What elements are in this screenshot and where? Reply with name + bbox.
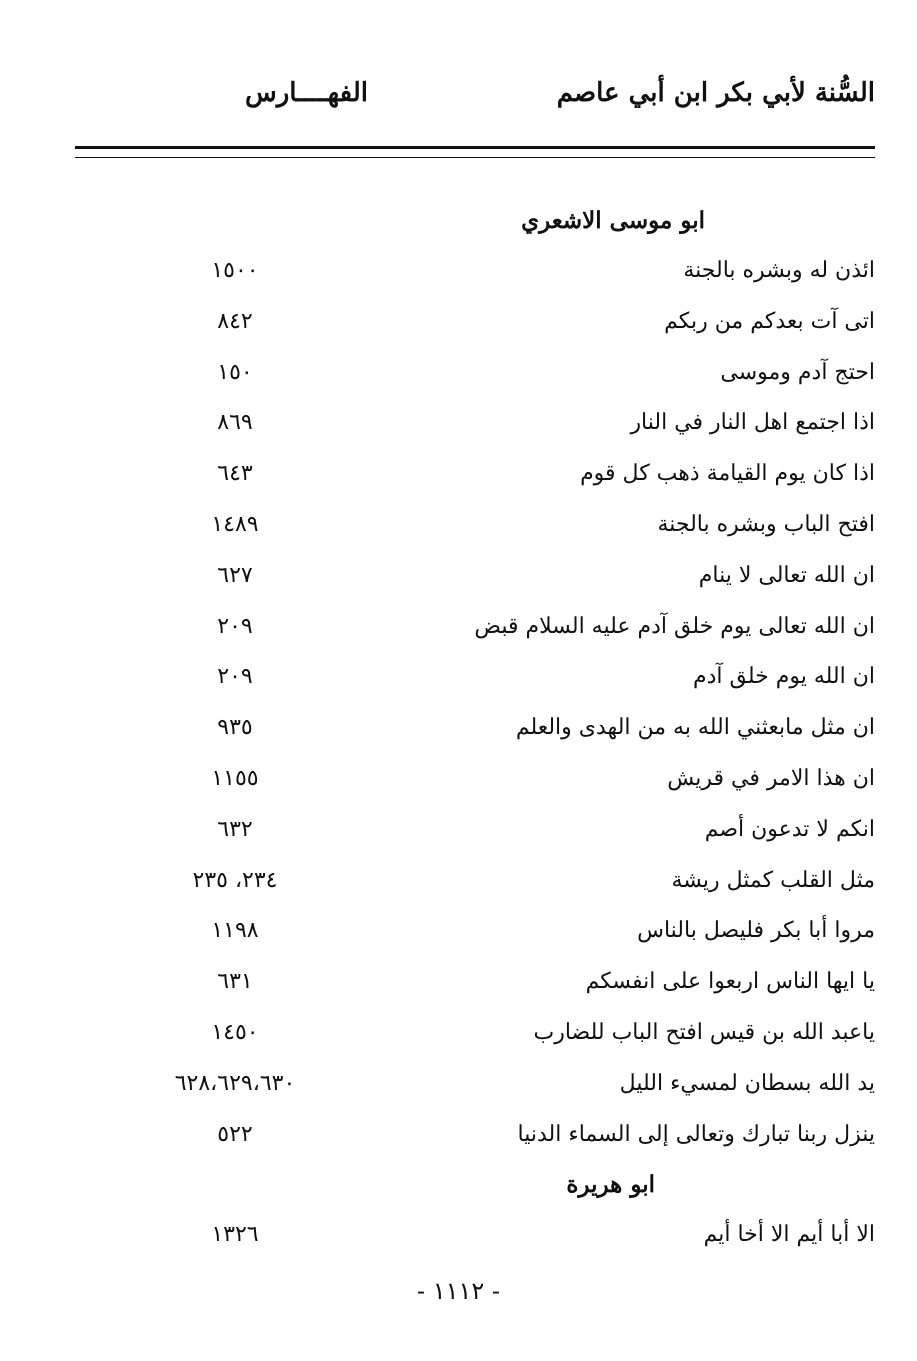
index-entry: [120, 957, 875, 1008]
entry-text: ان هذا الامر في قريش: [667, 765, 875, 791]
entry-text: افتح الباب وبشره بالجنة: [657, 511, 875, 537]
entry-pages: ١٥٠٠: [211, 258, 259, 283]
page-number: - ١١١٢ -: [416, 1277, 501, 1305]
index-entry: [120, 652, 875, 703]
entry-text: ان مثل مابعثني الله به من الهدى والعلم: [515, 715, 875, 741]
header-rule-thick: [75, 146, 875, 149]
index-entry: [120, 703, 875, 754]
index-entries: [120, 196, 875, 1261]
section-title: الفهــــارس: [245, 78, 368, 108]
entry-text: احتج آدم وموسى: [720, 359, 875, 385]
index-entry: [120, 246, 875, 297]
index-entry: [120, 297, 875, 348]
entry-text: ان الله تعالى لا ينام: [698, 562, 875, 588]
entry-pages: ٨٤٢: [217, 308, 253, 334]
entry-pages: ١٤٥٠: [211, 1019, 259, 1045]
entry-pages: ٢٣٤، ٢٣٥: [192, 867, 278, 893]
entry-text: ياعبد الله بن قيس افتح الباب للضارب: [533, 1019, 875, 1045]
entry-pages: ٦٣٢: [217, 816, 253, 842]
entry-pages: ١٣٢٦: [211, 1222, 259, 1248]
running-header: [75, 78, 875, 118]
entry-pages: ٨٦٩: [217, 410, 253, 436]
entry-text: اتى آت بعدكم من ربكم: [664, 308, 875, 334]
index-entry: [120, 805, 875, 856]
entry-pages: ٦٢٨،٦٢٩،٦٣٠: [174, 1070, 296, 1096]
entry-text: انكم لا تدعون أصم: [704, 816, 875, 842]
entry-pages: ٢٠٩: [217, 664, 253, 690]
index-entry: [120, 1008, 875, 1059]
entry-pages: ١٤٨٩: [211, 511, 259, 537]
index-entry: [120, 398, 875, 449]
entry-text: مروا أبا بكر فليصل بالناس: [637, 918, 875, 944]
entry-pages: ٩٣٥: [217, 715, 253, 741]
entry-text: ان الله يوم خلق آدم: [692, 664, 875, 690]
index-entry: [120, 906, 875, 957]
entry-text: الا أبا أيم الا أخا أيم: [703, 1222, 875, 1248]
index-entry: [120, 602, 875, 653]
index-entry: [120, 1110, 875, 1161]
entry-pages: ١١٩٨: [211, 918, 259, 944]
entry-pages: ٥٢٢: [217, 1121, 253, 1147]
index-entry: [120, 1210, 875, 1261]
entry-text: اذا اجتمع اهل النار في النار: [630, 410, 875, 436]
entry-text: مثل القلب كمثل ريشة: [671, 867, 875, 893]
entry-text: ائذن له وبشره بالجنة: [683, 258, 875, 283]
index-entry: [120, 551, 875, 602]
entry-pages: ١٥٠: [217, 359, 253, 385]
entry-pages: ٦٣١: [217, 969, 253, 995]
entry-text: يا ايها الناس اربعوا على انفسكم: [585, 969, 875, 995]
entry-text: يد الله بسطان لمسيء الليل: [619, 1070, 875, 1096]
entry-pages: ٢٠٩: [217, 613, 253, 639]
entry-pages: ٦٤٣: [217, 461, 253, 487]
index-entry: [120, 856, 875, 907]
index-entry: [120, 1059, 875, 1110]
index-entry: [120, 500, 875, 551]
entry-pages: ١١٥٥: [211, 765, 259, 791]
header-rule-thin: [75, 157, 875, 158]
narrator-heading: ابو هريرة: [566, 1171, 655, 1199]
entry-text: ينزل ربنا تبارك وتعالى إلى السماء الدنيا: [517, 1121, 875, 1147]
index-entry: [120, 348, 875, 399]
index-entry: [120, 449, 875, 500]
entry-pages: ٦٢٧: [217, 562, 253, 588]
book-title: السُّنة لأبي بكر ابن أبي عاصم: [556, 78, 875, 108]
entry-text: ان الله تعالى يوم خلق آدم عليه السلام قبض: [474, 613, 875, 639]
index-entry: [120, 754, 875, 805]
entry-text: اذا كان يوم القيامة ذهب كل قوم: [580, 461, 875, 487]
narrator-heading: ابو موسى الاشعري: [521, 207, 705, 234]
